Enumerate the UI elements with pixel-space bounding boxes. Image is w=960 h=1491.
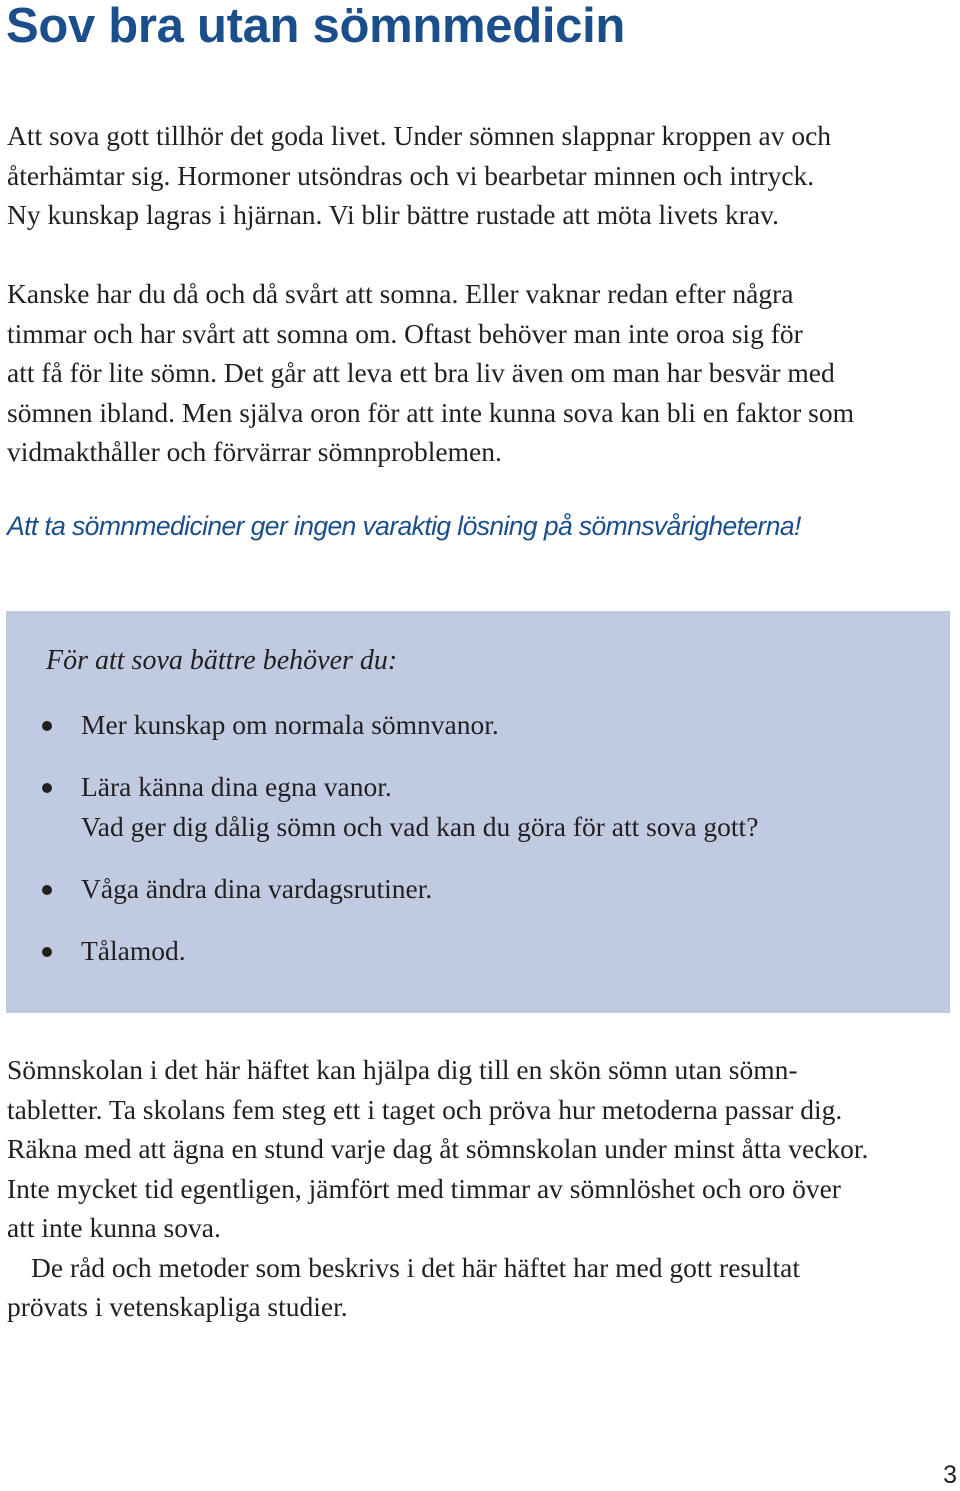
paragraph-line: sömnen ibland. Men själva oron för att inte kunna sova kan bli en faktor som (7, 396, 854, 428)
paragraph-line: timmar och har svårt att somna om. Oftast behöver man inte oroa sig för (7, 317, 803, 349)
paragraph-line: prövats i vetenskapliga studier. (7, 1291, 348, 1322)
bullet-icon (42, 947, 52, 957)
paragraph-line: De råd och metoder som beskrivs i det här häftet har med gott resultat (31, 1251, 800, 1283)
paragraph-line: Att sova gott tillhör det goda livet. Under sömnen slappnar kroppen av och (7, 120, 832, 151)
bullet-icon (42, 783, 52, 793)
paragraph-line: återhämtar sig. Hormoner utsöndras och vi bearbetar minnen och intryck. (7, 159, 815, 191)
intro-paragraph (7, 116, 952, 235)
paragraph-line: Räkna med att ägna en stund varje dag åt sömnskolan under minst åtta veckor. (7, 1133, 869, 1164)
tip-box-heading: För att sova bättre behöver du: (46, 645, 398, 676)
paragraph-line: Kanske har du då och då svårt att somna. Eller vaknar redan efter några (7, 278, 794, 309)
list-item-text: Våga ändra dina vardagsrutiner. (81, 873, 433, 904)
list-item-text: Tålamod. (81, 935, 186, 966)
second-paragraph (7, 274, 952, 472)
paragraph-line: att få för lite sömn. Det går att leva ett bra liv även om man har besvär med (7, 357, 835, 388)
paragraph-line: Inte mycket tid egentligen, jämfört med timmar av sömnlöshet och oro över (7, 1172, 841, 1204)
paragraph-line: vidmakthåller och förvärrar sömnproblemen. (7, 436, 502, 467)
emphasis-statement: Att ta sömnmediciner ger ingen varaktig lösning på sömnsvårigheterna! (7, 511, 801, 541)
paragraph-line: att inte kunna sova. (7, 1212, 221, 1243)
closing-paragraph (7, 1050, 952, 1327)
list-item-text: Lära känna dina egna vanor. (81, 771, 392, 802)
page-title: Sov bra utan sömnmedicin (6, 0, 626, 53)
tip-box (6, 611, 950, 1013)
bullet-icon (42, 885, 52, 895)
page-number: 3 (943, 1461, 957, 1489)
paragraph-line: Sömnskolan i det här häftet kan hjälpa dig till en skön sömn utan sömn- (7, 1054, 798, 1085)
list-item-text: Vad ger dig dålig sömn och vad kan du göra för att sova gott? (81, 811, 759, 842)
paragraph-line: tabletter. Ta skolans fem steg ett i taget och pröva hur metoderna passar dig. (7, 1093, 843, 1125)
bullet-icon (42, 721, 52, 731)
paragraph-line: Ny kunskap lagras i hjärnan. Vi blir bättre rustade att möta livets krav. (7, 199, 779, 230)
list-item-text: Mer kunskap om normala sömnvanor. (81, 709, 499, 740)
